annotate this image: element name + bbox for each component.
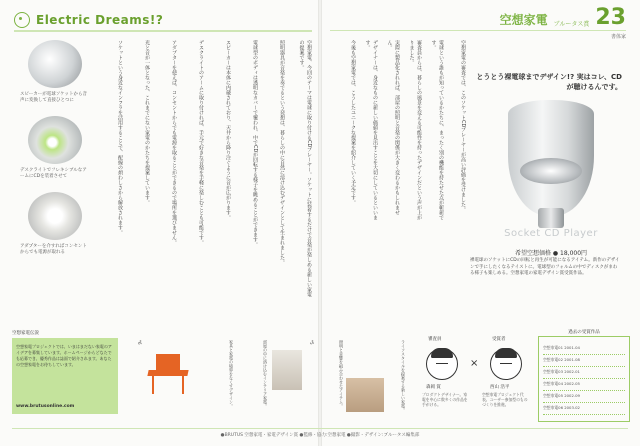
strip-text: 部屋の中に溶け込むインテリア家電。 — [263, 340, 268, 408]
price-label: 希望空想価格 — [514, 250, 551, 257]
body-column: 電球型のボディは透明なカバーで覆われ、中でCDが回転する様子を眺めることができます。 — [252, 40, 258, 248]
strip-number: *5 — [309, 340, 314, 345]
body-column: デザイナーは、身近なものに新しい価値を見出すことを大切にしているといいます。 — [364, 40, 378, 220]
info-item: 空想家電01 2001.04 — [543, 345, 625, 355]
interior-photo — [346, 378, 384, 412]
photo-caption: スピーカーが電球ソケットから音声に変換して直接ひとつに — [20, 92, 87, 103]
cross-icon: × — [470, 358, 479, 369]
people-section — [420, 336, 530, 420]
past-winners-box — [538, 330, 630, 422]
article-headline: とうとう裸電球までデザイン!? 実はコレ、CDが聴けるんです。 — [476, 73, 622, 91]
price-value: 18,000円 — [560, 250, 588, 257]
info-green-box — [12, 338, 118, 414]
info-item: 空想家電03 2002.01 — [543, 369, 625, 379]
green-box-label: 空想家電伝説 — [12, 331, 39, 336]
chair-leg — [182, 376, 184, 394]
left-body-text — [95, 40, 312, 300]
strip-number: *6 — [137, 340, 142, 345]
cd-disc-icon — [520, 158, 582, 184]
left-header — [14, 12, 163, 28]
product-description: 裸電球のソケットにCDの回転と再生が可能になるアイテム。新作のデザインで手にしたくなるテイストに。電球型のフォルムの中でディスクがまわる様子も楽しめる。空想家電の家電デザイン賞受賞作品。 — [470, 258, 620, 276]
person-name: 森岡 賞 — [426, 385, 441, 390]
room-photo — [272, 350, 302, 390]
page-number: 23 — [595, 5, 626, 30]
chair-leg — [152, 376, 154, 394]
left-header-rule — [14, 30, 312, 32]
body-column: 実際に製品化されれば、部屋の照明と音楽の関係が大きく変わるかもしれません。 — [386, 40, 400, 215]
body-column: 空想家電の審査では、このソケットCDプレーヤーが高い評価を受けました。 — [460, 40, 466, 213]
desk-lamp-photo — [28, 116, 82, 164]
product-price — [486, 248, 616, 257]
person-description: 空想家電プロジェクト代表。ユーザー参加型のものづくりを推進。 — [482, 392, 528, 407]
bulb-photo — [28, 40, 82, 88]
person-description: プロダクトデザイナー。家電を中心に数多くの作品を手がける。 — [422, 392, 468, 407]
body-column: デスクライトのアームに取り付ければ、手元で好きな音楽を手軽に楽しむことも可能です。 — [198, 40, 204, 245]
body-column: 電球という誰もが知っているかたちに、まったく別の機能を持たせた点が斬新です。 — [430, 40, 444, 220]
person-role: 審査員 — [428, 337, 442, 342]
info-item: 空想家電06 2003.02 — [543, 405, 625, 415]
footer-credits: ●BRUTUS 空想家電・家電デザイン賞 ●監修・協力:空想家電 ●撮影・デザイン:ブルータス編集部 — [220, 433, 420, 438]
right-page-title: 空想家電 — [499, 13, 548, 27]
right-header-rule — [330, 30, 626, 31]
person-role: 受賞者 — [492, 337, 506, 342]
person-name: 西山 浩平 — [490, 385, 510, 390]
photo-caption: アダプターを介すればコンセントからでも電源が取れる — [20, 244, 87, 255]
info-item: 空想家電05 2002.09 — [543, 393, 625, 403]
green-box-text: 空想家電プロジェクトでは、いまはまだない家電のアイデアを募集しています。ホームページからどなたでも応募でき、優秀作品は誌面で紹介されます。あなたの空想家電をお待ちしています。 — [16, 344, 112, 367]
bulb-icon — [14, 12, 30, 28]
chair-back — [156, 354, 180, 370]
body-column: 審査員からは、暮らしの風景を変える可能性を持ったデザインだという声が上がりました。 — [408, 40, 422, 220]
price-bullet-icon: ● — [552, 250, 561, 257]
body-column: 照明器具が音楽を奏でるという発想は、暮らしの中に自然に溶け込むデザインとして生まれました。 — [279, 40, 285, 265]
body-column: アダプターを使えば、コンセントからでも電源を取ることができるので場所を選びません。 — [171, 40, 177, 245]
photo-caption: デスクライトでフレキシブルなアームにCDを装着させて — [20, 168, 87, 179]
socket-base — [538, 208, 564, 228]
person-illustration-icon — [490, 348, 522, 380]
left-page-title: Electric Dreams!? — [36, 13, 164, 27]
info-item: 空想家電04 2002.05 — [543, 381, 625, 391]
right-page-subtitle: ブルータス賞 — [553, 21, 590, 28]
strip-text: ライフスタイルを提案する新しい家電。 — [401, 340, 406, 412]
info-item: 空想家電02 2001.08 — [543, 357, 625, 367]
page-spine — [318, 0, 322, 446]
product-name: Socket CD Player — [504, 228, 598, 239]
body-column: 今後も空想家電では、こうしたユニークな提案を紹介していく予定です。 — [350, 40, 356, 205]
info-box-title: 過去の受賞作品 — [568, 330, 600, 335]
strip-text: 照明と音響を組み合わせたアイテム。 — [339, 340, 344, 408]
body-column: 光と音が一体となった、これまでにない家電のかたちを提案しています。 — [144, 40, 150, 205]
website-link[interactable]: www.brutusonline.com — [16, 404, 75, 409]
right-header — [499, 5, 626, 30]
chair-photo — [148, 354, 192, 394]
product-image — [486, 100, 616, 280]
right-body-text — [336, 40, 466, 310]
footer-rule — [12, 428, 628, 429]
person-illustration-icon — [426, 348, 458, 380]
header-mini-label: 書体家 — [610, 34, 626, 40]
strip-text: 家具と家電の境界をなくすデザイン。 — [229, 340, 234, 408]
photo-column — [20, 40, 90, 268]
body-column: 空想家電、今回のテーマは電球に取り付けるCDプレーヤー。ソケットに装着するだけで音楽が楽しめる新しい家電の提案です。 — [298, 40, 312, 298]
body-column: ソケットという身近なインフラを活用することで、配線の煩わしさから解放されます。 — [117, 40, 123, 235]
body-column: スピーカーは本体に内蔵されており、天井から降り注ぐように音が広がります。 — [225, 40, 231, 220]
outlet-photo — [28, 192, 82, 240]
